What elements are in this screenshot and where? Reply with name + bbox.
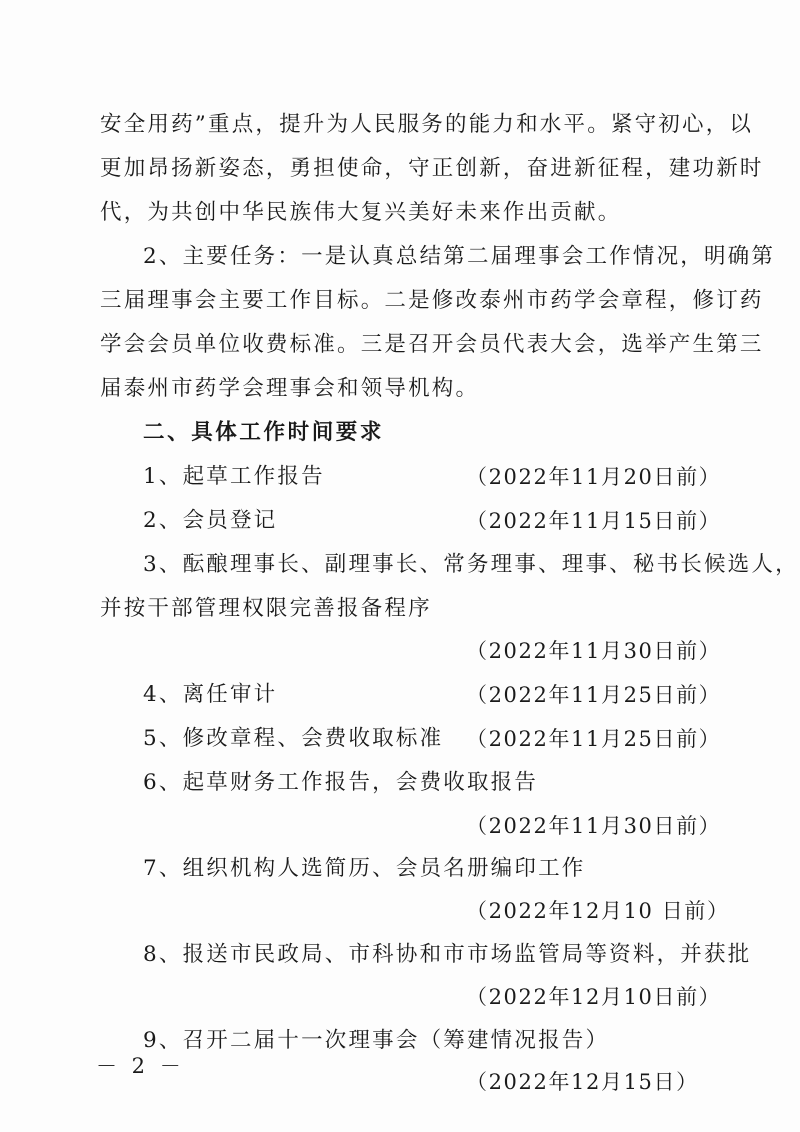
task-item: 2、会员登记 xyxy=(143,508,278,533)
task-item-continuation: 并按干部管理权限完善报备程序 xyxy=(100,596,432,621)
section-heading: 二、具体工作时间要求 xyxy=(143,420,385,445)
task-deadline: （2022年12月10 日前） xyxy=(466,899,730,923)
paragraph-line: 安全用药”重点，提升为人民服务的能力和水平。紧守初心，以 xyxy=(100,112,754,137)
task-item: 1、起草工作报告 xyxy=(143,464,325,489)
task-deadline: （2022年11月20日前） xyxy=(466,465,722,489)
task-deadline: （2022年12月10日前） xyxy=(466,985,722,1009)
task-item: 7、组织机构人选简历、会员名册编印工作 xyxy=(143,856,586,881)
paragraph-line: 三届理事会主要工作目标。二是修改泰州市药学会章程，修订药 xyxy=(100,288,764,313)
task-deadline: （2022年11月30日前） xyxy=(466,814,722,838)
page-number: － 2 － xyxy=(96,1054,185,1078)
task-item: 9、召开二届十一次理事会（筹建情况报告） xyxy=(143,1028,610,1053)
task-item: 4、离任审计 xyxy=(143,682,278,707)
task-item: 8、报送市民政局、市科协和市市场监管局等资料，并获批 xyxy=(143,942,752,967)
task-deadline: （2022年11月15日前） xyxy=(466,509,722,533)
paragraph-line: 届泰州市药学会理事会和领导机构。 xyxy=(100,376,480,401)
paragraph-line: 更加昂扬新姿态，勇担使命，守正创新，奋进新征程，建功新时 xyxy=(100,156,764,181)
task-item: 6、起草财务工作报告，会费收取报告 xyxy=(143,770,539,795)
task-item: 3、酝酿理事长、副理事长、常务理事、理事、秘书长候选人， xyxy=(143,552,799,577)
task-deadline: （2022年11月25日前） xyxy=(466,683,722,707)
task-deadline: （2022年12月15日） xyxy=(466,1070,699,1094)
task-deadline: （2022年11月25日前） xyxy=(466,727,722,751)
paragraph-line: 代，为共创中华民族伟大复兴美好未来作出贡献。 xyxy=(100,200,622,225)
paragraph-line: 学会会员单位收费标准。三是召开会员代表大会，选举产生第三 xyxy=(100,332,764,357)
paragraph-line: 2、主要任务：一是认真总结第二届理事会工作情况，明确第 xyxy=(143,244,776,269)
task-item: 5、修改章程、会费收取标准 xyxy=(143,726,444,751)
task-deadline: （2022年11月30日前） xyxy=(466,639,722,663)
